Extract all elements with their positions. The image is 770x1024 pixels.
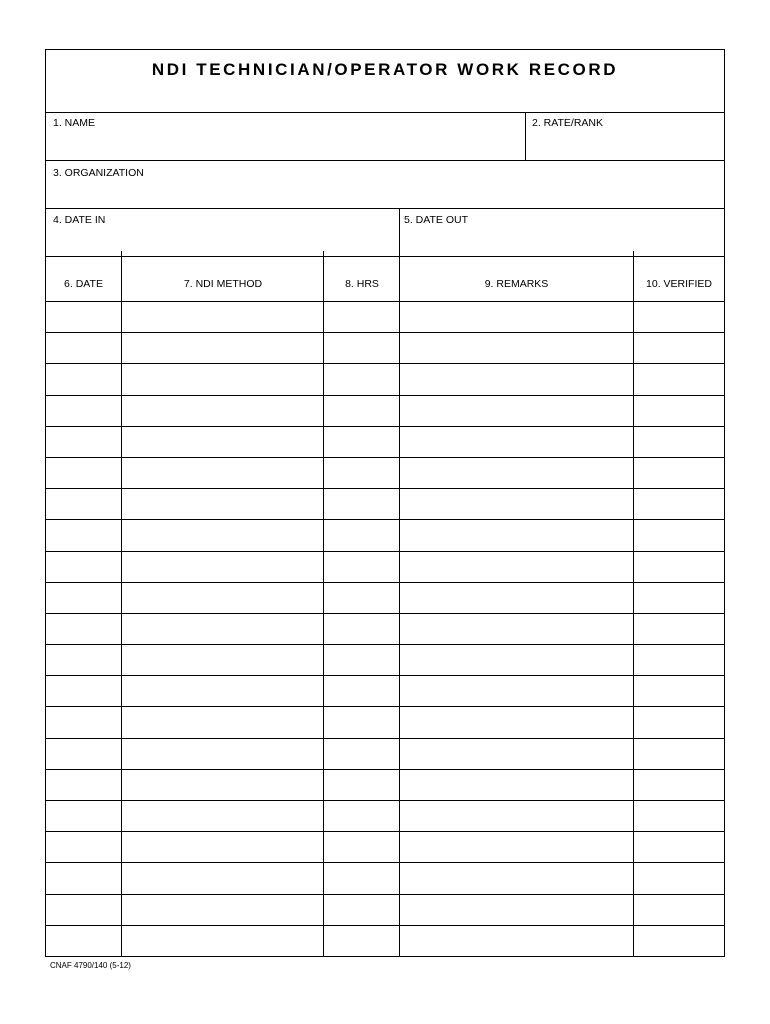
table-row [46,894,724,895]
form-number: CNAF 4790/140 (5-12) [50,961,131,970]
col-divider [399,251,400,956]
table-row [46,551,724,552]
entry-table [46,301,724,956]
table-row [46,395,724,396]
col-divider [121,251,122,956]
name-divider [525,112,526,160]
date-out-field-label: 5. DATE OUT [404,214,468,226]
table-row [46,675,724,676]
col-verified-header: 10. VERIFIED [646,278,712,290]
table-row [46,426,724,427]
date-in-field-label: 4. DATE IN [53,214,106,226]
table-row [46,363,724,364]
col-hrs-header: 8. HRS [345,278,379,290]
organization-row [46,161,724,209]
table-row [46,301,724,302]
table-row [46,519,724,520]
col-divider [323,251,324,956]
dates-row [46,209,724,257]
organization-field-label: 3. ORGANIZATION [53,167,144,179]
dates-divider [399,209,400,256]
table-row [46,644,724,645]
name-row [46,112,724,161]
table-row [46,488,724,489]
work-record-form [45,49,725,957]
col-remarks-header: 9. REMARKS [484,278,549,290]
col-date-header: 6. DATE [64,278,103,290]
rate-rank-field-label: 2. RATE/RANK [532,117,603,129]
table-row [46,582,724,583]
table-row [46,613,724,614]
table-row [46,332,724,333]
table-row [46,925,724,926]
table-row [46,457,724,458]
col-ndi-method-header: 7. NDI METHOD [183,278,263,290]
table-row [46,706,724,707]
name-field-label: 1. NAME [53,117,96,129]
table-row [46,769,724,770]
table-row [46,831,724,832]
form-title: NDI TECHNICIAN/OPERATOR WORK RECORD [151,60,619,79]
col-divider [633,251,634,956]
table-row [46,862,724,863]
table-header-row [46,257,724,301]
table-row [46,800,724,801]
title-box [46,50,724,113]
table-row [46,738,724,739]
